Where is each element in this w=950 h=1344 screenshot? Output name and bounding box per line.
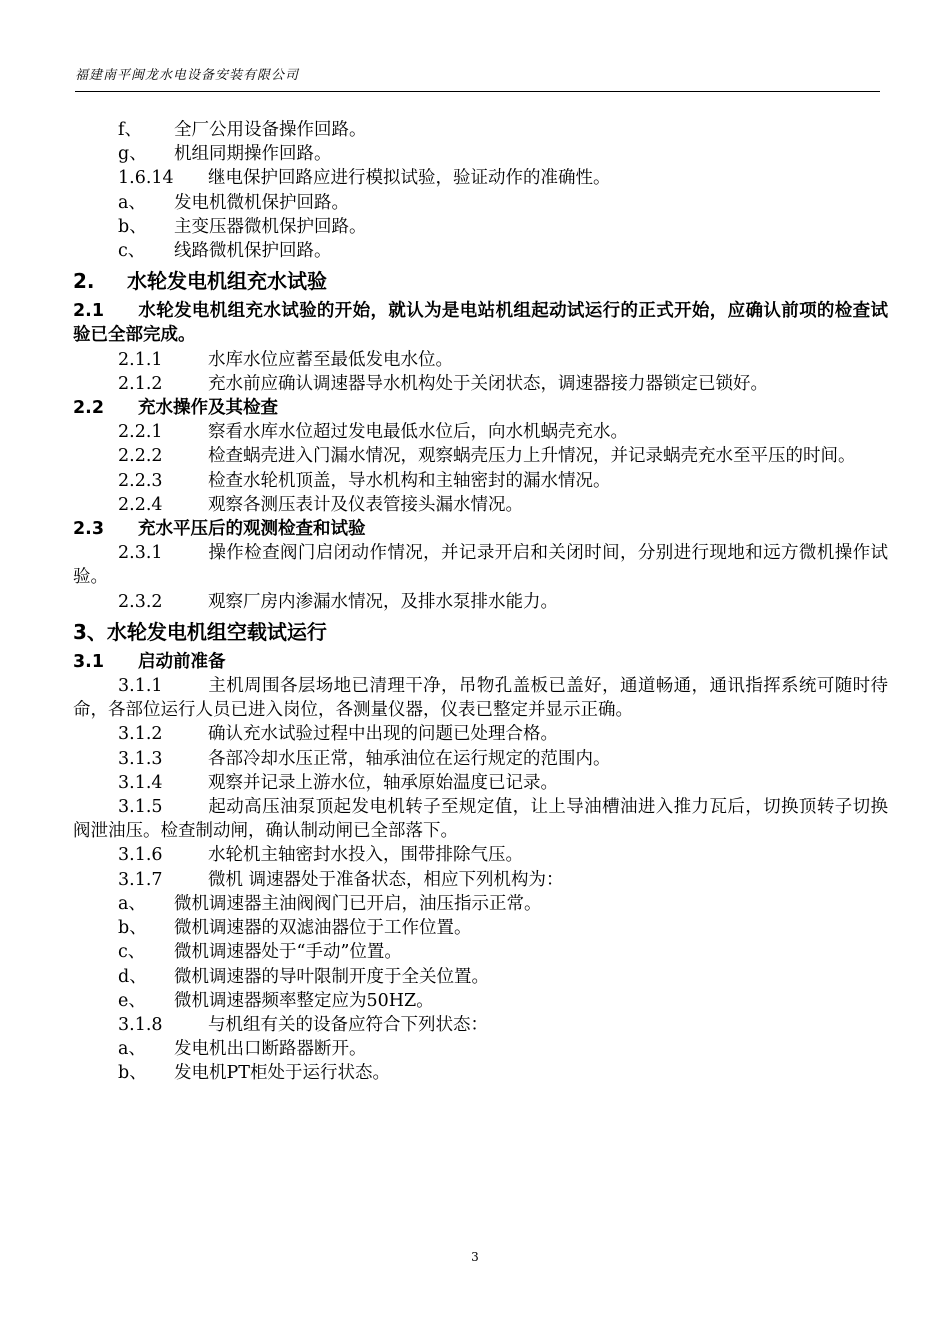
clause-3-1-2: 3.1.2 确认充水试验过程中出现的问题已处理合格。 <box>118 724 558 745</box>
page-header: 福建南平闽龙水电设备安装有限公司 <box>75 64 880 92</box>
list-item: b、 主变压器微机保护回路。 <box>118 216 367 237</box>
list-item: b、 微机调速器的双滤油器位于工作位置。 <box>118 918 472 939</box>
list-item: g、 机组同期操作回路。 <box>118 144 332 165</box>
clause-3-1-3: 3.1.3 各部冷却水压正常，轴承油位在运行规定的范围内。 <box>118 748 611 769</box>
list-item: a、 发电机出口断路器断开。 <box>118 1039 367 1060</box>
clause-1-6-14: 1.6.14 继电保护回路应进行模拟试验，验证动作的准确性。 <box>118 168 611 189</box>
clause-3-1-8: 3.1.8 与机组有关的设备应符合下列状态： <box>118 1014 488 1035</box>
clause-3-1-5: 3.1.5 起动高压油泵顶起发电机转子至规定值，让上导油槽油进入推力瓦后，切换顶转子切换阀泄油压。检查制动闸，确认制动闸已全部落下。 <box>73 797 888 842</box>
clause-3-1-1: 3.1.1 主机周围各层场地已清理干净，吊物孔盖板已盖好，通道畅通，通讯指挥系统可随时待命，各部位运行人员已进入岗位，各测量仪器，仪表已整定并显示正确。 <box>73 676 888 721</box>
section-2-3-heading: 2.3 充水平压后的观测检查和试验 <box>73 519 366 540</box>
section-2-2-heading: 2.2 充水操作及其检查 <box>73 398 278 419</box>
clause-2-1-2: 2.1.2 充水前应确认调速器导水机构处于关闭状态，调速器接力器锁定已锁好。 <box>118 373 768 394</box>
list-item: f、 全厂公用设备操作回路。 <box>118 120 367 140</box>
list-item: a、 发电机微机保护回路。 <box>118 192 349 213</box>
clause-2-3-1: 2.3.1 操作检查阀门启闭动作情况，并记录开启和关闭时间，分别进行现地和远方微机操作试验。 <box>73 543 888 588</box>
list-item: b、 发电机PT柜处于运行状态。 <box>118 1063 390 1084</box>
clause-3-1-7: 3.1.7 微机 调速器处于准备状态，相应下列机构为： <box>118 869 564 890</box>
list-item: c、 微机调速器处于“手动”位置。 <box>118 942 402 963</box>
clause-3-1-4: 3.1.4 观察并记录上游水位，轴承原始温度已记录。 <box>118 772 558 793</box>
clause-2-2-3: 2.2.3 检查水轮机顶盖，导水机构和主轴密封的漏水情况。 <box>118 470 611 491</box>
list-item: e、 微机调速器频率整定应为50HZ。 <box>118 990 434 1011</box>
page-number: 3 <box>471 1250 479 1264</box>
list-item: c、 线路微机保护回路。 <box>118 241 332 262</box>
clause-2-2-4: 2.2.4 观察各测压表计及仪表管接头漏水情况。 <box>118 494 523 515</box>
section-2-1-heading: 2.1 水轮发电机组充水试验的开始，就认为是电站机组起动试运行的正式开始，应确认前项的检查试验已全部完成。 <box>73 301 888 346</box>
clause-2-3-2: 2.3.2 观察厂房内渗漏水情况，及排水泵排水能力。 <box>118 591 558 612</box>
clause-2-2-2: 2.2.2 检查蜗壳进入门漏水情况，观察蜗壳压力上升情况，并记录蜗壳充水至平压的时间。 <box>118 446 856 467</box>
clause-2-2-1: 2.2.1 察看水库水位超过发电最低水位后，向水机蜗壳充水。 <box>118 422 628 443</box>
document-body <box>73 118 888 1086</box>
section-2-heading: 2. 水轮发电机组充水试验 <box>73 269 327 294</box>
list-item: a、 微机调速器主油阀阀门已开启，油压指示正常。 <box>118 893 542 914</box>
clause-2-1-1: 2.1.1 水库水位应蓄至最低发电水位。 <box>118 349 453 370</box>
list-item: d、 微机调速器的导叶限制开度于全关位置。 <box>118 966 489 987</box>
section-3-1-heading: 3.1 启动前准备 <box>73 651 226 672</box>
clause-3-1-6: 3.1.6 水轮机主轴密封水投入，围带排除气压。 <box>118 845 523 866</box>
section-3-heading: 3、水轮发电机组空载试运行 <box>73 619 327 644</box>
